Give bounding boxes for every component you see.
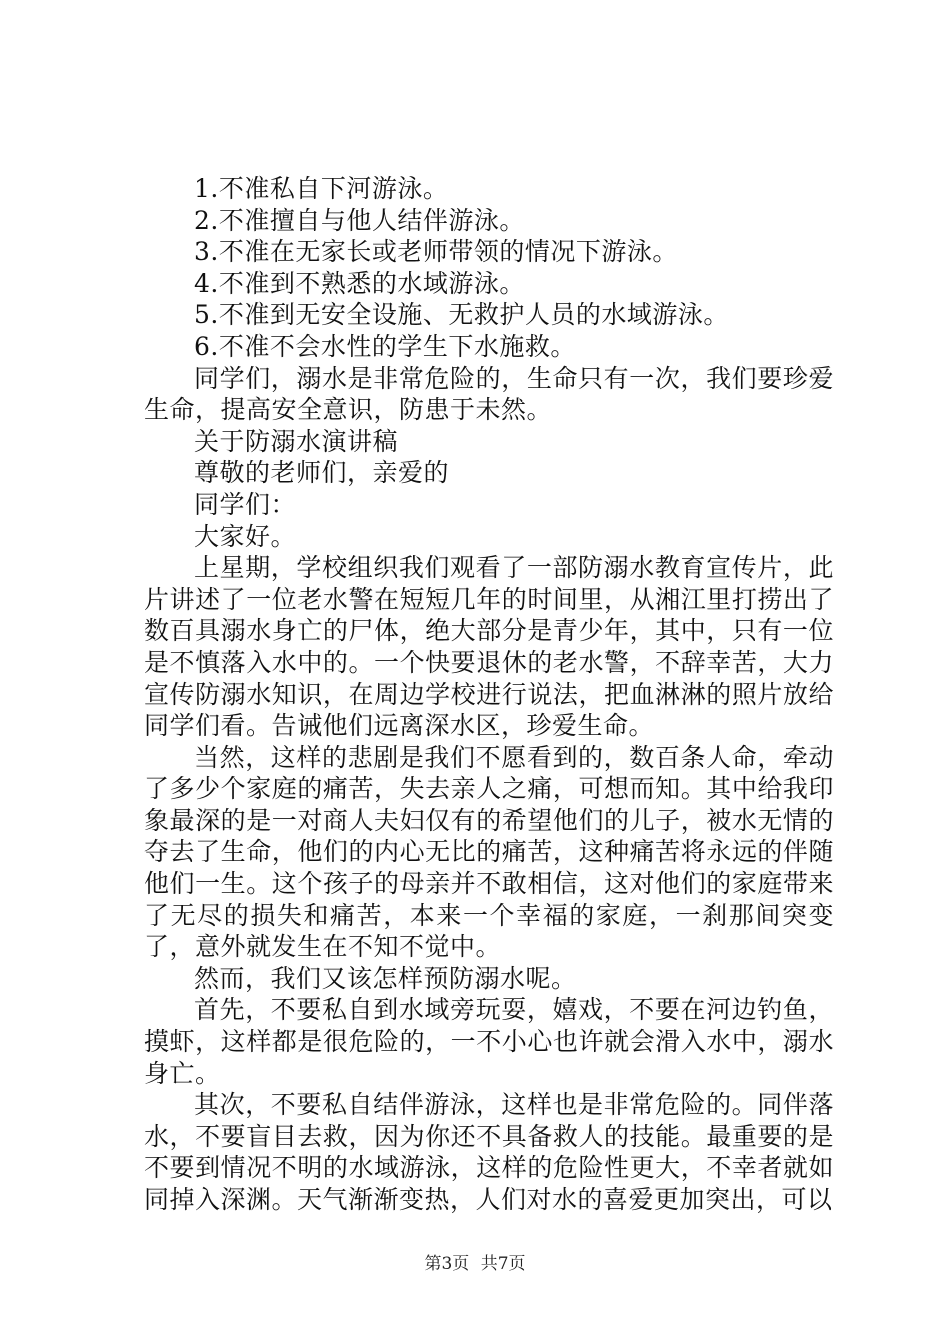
page-footer: [0, 1249, 950, 1274]
paragraph-film: 上星期，学校组织我们观看了一部防溺水教育宣传片，此片讲述了一位老水警在短短几年的时间里，从湘江里打捞出了数百具溺水身亡的尸体，绝大部分是青少年，其中，只有一位是不慎落入水中的。一个快要退休的老水警，不辞幸苦，大力宣传防溺水知识，在周边学校进行说法，把血淋淋的照片放给同学们看。告诫他们远离深水区，珍爱生命。: [144, 553, 834, 741]
rule-6: 6.不准不会水性的学生下水施救。: [194, 331, 576, 361]
closing-paragraph: 同学们，溺水是非常危险的，生命只有一次，我们要珍爱生命，提高安全意识，防患于未然。: [144, 363, 834, 425]
page-total: 共7页: [480, 1254, 526, 1274]
paragraph-question: 然而，我们又该怎样预防溺水呢。: [194, 963, 577, 993]
body-text: [144, 173, 834, 1216]
rule-3: 3.不准在无家长或老师带领的情况下游泳。: [194, 237, 678, 267]
paragraph-second: 其次，不要私自结伴游泳，这样也是非常危险的。同伴落水，不要盲目去救，因为你还不具备救人的技能。最重要的是不要到情况不明的水域游泳，这样的危险性更大，不幸者就如同掉入深渊。天气渐渐变热，人们对水的喜爱更加突出，可以: [144, 1090, 834, 1214]
rule-2: 2.不准擅自与他人结伴游泳。: [194, 205, 525, 235]
page-number: 第3页: [424, 1254, 470, 1274]
greeting: 大家好。: [194, 521, 297, 551]
rule-4: 4.不准到不熟悉的水域游泳。: [194, 268, 525, 298]
rule-1: 1.不准私自下河游泳。: [194, 174, 449, 203]
rule-5: 5.不准到无安全设施、无救护人员的水域游泳。: [194, 300, 729, 330]
salutation-line-2: 同学们：: [194, 489, 297, 519]
salutation-line-1: 尊敬的老师们，亲爱的: [194, 458, 450, 488]
speech-title: 关于防溺水演讲稿: [194, 426, 399, 456]
paragraph-tragedy: 当然，这样的悲剧是我们不愿看到的，数百条人命，牵动了多少个家庭的痛苦，失去亲人之痛，可想而知。其中给我印象最深的是一对商人夫妇仅有的希望他们的儿子，被水无情的夺去了生命，他们的内心无比的痛苦，这种痛苦将永远的伴随他们一生。这个孩子的母亲并不敢相信，这对他们的家庭带来了无尽的损失和痛苦，本来一个幸福的家庭，一刹那间突变了，意外就发生在不知不觉中。: [144, 742, 834, 962]
paragraph-first: 首先，不要私自到水域旁玩耍，嬉戏，不要在河边钓鱼，摸虾，这样都是很危险的，一不小心也许就会滑入水中，溺水身亡。: [144, 995, 834, 1088]
